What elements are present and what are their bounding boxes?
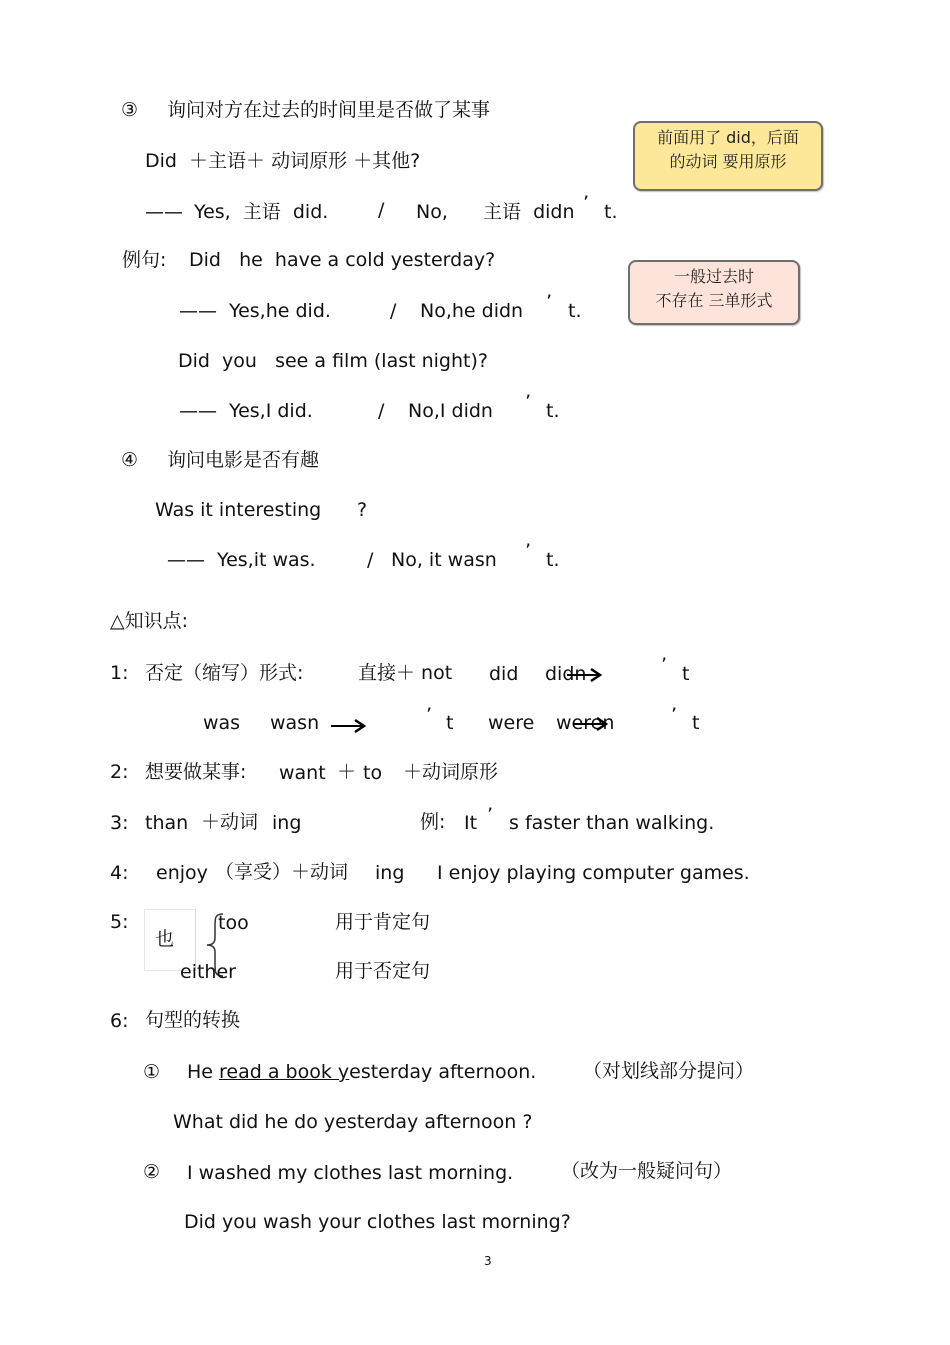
did-note-callout [633,121,823,191]
item1-did: did [489,663,519,685]
example2-answer-yes: Yes,I did. [229,400,313,422]
callout-line: 前面用了 did，后面 [657,128,799,147]
item5-ye: 也 [155,928,175,950]
item3-example-rest: s faster than walking. [509,812,715,834]
apostrophe: ’ [583,192,590,214]
item1-didn: didn [545,663,587,685]
section4-answer-no: No, it wasn [391,549,497,571]
transform-ex2-answer: Did you wash your clothes last morning? [184,1211,571,1233]
transform-ex2-sentence: I washed my clothes last morning. [187,1162,514,1184]
item5-too-usage: 用于肯定句 [335,911,431,933]
answer-no-subject: 主语 didn [483,201,575,223]
question-mark: ? [357,499,368,521]
item4-enjoy: enjoy [156,862,208,884]
example2-answer-no: No,I didn [408,400,493,422]
section3-heading: 询问对方在过去的时间里是否做了某事 [167,99,491,121]
example2-question: Did you see a film (last night)? [178,350,488,372]
item1-was: was [203,712,241,734]
answer-no: No, [416,201,448,223]
item3-example-label: 例: [420,811,446,833]
item2-to: to [363,762,383,784]
answer-t: t. [604,201,618,223]
was-question: Was it interesting [155,499,322,521]
past-tense-note-callout [628,260,800,325]
example-question: Did he have a cold yesterday? [189,249,496,271]
item2-rest: ＋动词原形 [403,761,499,783]
item1-weren: weren [556,712,615,734]
arrow-right-icon [330,718,368,734]
item1-label: 否定（缩写）形式: [145,662,304,684]
apostrophe: ’ [487,804,494,826]
example-answer-t: t. [568,300,582,322]
item3-verb: ＋动词 [201,811,259,833]
item5-either: either [180,961,236,983]
apostrophe: ’ [661,654,668,676]
item5-too: too [218,912,249,934]
example2-answer-t: t. [546,400,560,422]
item1-wasn: wasn [270,712,320,734]
transform-ex1-answer: What did he do yesterday afternoon ? [173,1111,533,1133]
page-number: 3 [484,1254,492,1268]
item5-number: 5: [110,911,129,933]
item6-number: 6: [110,1010,129,1032]
callout-line: 的动词 要用原形 [669,152,787,171]
section4-heading: 询问电影是否有趣 [167,449,320,471]
callout-line: 一般过去时 [673,267,754,286]
item4-example: I enjoy playing computer games. [437,862,750,884]
item2-want: want [279,762,326,784]
item3-number: 3: [110,812,129,834]
apostrophe: ’ [525,540,532,562]
circled-number-1: ① [143,1061,161,1083]
underlined-phrase: read a book y [219,1061,350,1083]
item4-ing: ing [375,862,405,884]
item1-t: t [682,663,690,685]
answer-yes: Yes, 主语 did. [194,201,329,223]
item4-number: 4: [110,862,129,884]
section4-answer-yes: Yes,it was. [217,549,316,571]
item3-ing: ing [272,812,302,834]
item4-meaning: （享受）＋动词 [215,861,349,883]
item1-were: were [488,712,535,734]
arrow-right-icon [566,667,604,683]
item1-number: 1: [110,662,129,684]
item5-either-usage: 用于否定句 [335,960,431,982]
sentence-prefix: He [187,1061,220,1083]
example2-answer-slash: / [378,400,385,422]
item2-number: 2: [110,761,129,783]
sentence-suffix: esterday afternoon. [349,1061,537,1083]
transform-ex1-note: （对划线部分提问） [583,1060,755,1082]
item1-direct-not: 直接＋ not [358,662,453,684]
item2-text: 想要做某事: [145,761,247,783]
section4-answer-dash: —— [167,549,205,571]
apostrophe: ’ [546,291,553,313]
example-answer-slash: / [390,300,397,322]
did-question-pattern: Did ＋主语＋ 动词原形 ＋其他? [145,150,421,172]
example-answer-no: No,he didn [420,300,524,322]
example-label: 例句: [122,249,167,271]
example2-answer-dash: —— [179,400,217,422]
item1-t: t [692,712,700,734]
transform-ex1-sentence [187,1063,536,1082]
apostrophe: ’ [671,704,678,726]
circled-number-2: ② [143,1161,161,1183]
apostrophe: ’ [525,391,532,413]
answer-slash: / [378,199,385,221]
section4-answer-slash: / [367,549,374,571]
item3-it: It [464,812,478,834]
circled-number-4: ④ [121,449,139,471]
circled-number-3: ③ [121,99,139,121]
transform-ex2-note: （改为一般疑问句） [561,1160,733,1182]
item1-t: t [446,712,454,734]
section4-answer-t: t. [546,549,560,571]
callout-line: 不存在 三单形式 [655,291,773,310]
item6-title: 句型的转换 [145,1009,241,1031]
apostrophe: ’ [426,704,433,726]
item2-plus: ＋ [337,761,357,783]
answer-dash: —— [145,201,183,223]
arrow-right-icon [572,716,610,732]
example-answer-yes: Yes,he did. [229,300,331,322]
item3-than: than [145,812,189,834]
example-answer-dash: —— [179,300,217,322]
knowledge-title: △知识点: [110,610,189,632]
